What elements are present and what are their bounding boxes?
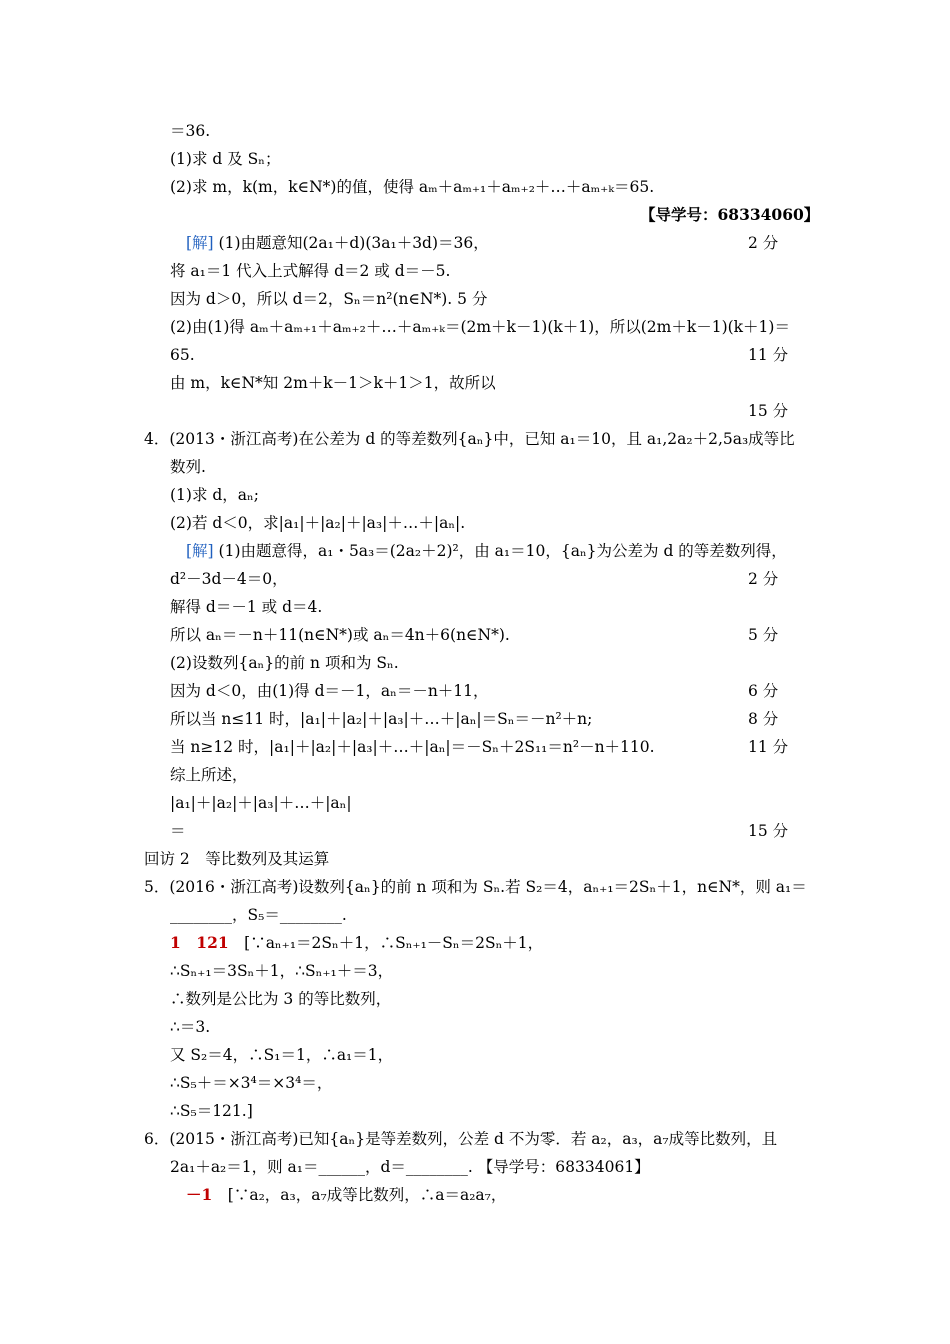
q4-line-3: (2)若 d＜0，求|a₁|＋|a₂|＋|a₃|＋…＋|aₙ|. (170, 514, 466, 532)
q4-solution-line-5: (2)设数列{aₙ}的前 n 项和为 Sₙ. (170, 654, 399, 672)
q5-solution-line-5: 又 S₂＝4，∴S₁＝1，∴a₁＝1， (170, 1046, 394, 1064)
q6-line-0: 6．(2015・浙江高考)已知{aₙ}是等差数列，公差 d 不为零．若 a₂，a₃，a₇成等比数列，且 (144, 1130, 778, 1148)
section-heading: 回访 2 等比数列及其运算 (144, 850, 330, 868)
q6-line-1: 2a₁＋a₂＝1，则 a₁＝______，d＝________. 【导学号：68334061】 (170, 1158, 650, 1176)
q5-solution-text-1: [∵aₙ₊₁＝2Sₙ＋1，∴Sₙ₊₁－Sₙ＝2Sₙ＋1， (228, 934, 544, 952)
q5-solution-line-1 (170, 932, 810, 954)
q3-solution-text-1: (1)由题意知(2a₁＋d)(3a₁＋3d)＝36， (213, 234, 489, 252)
q4-line-1: 数列. (170, 458, 206, 476)
q4-score-3: 6 分 (748, 682, 779, 700)
q5-solution-line-4: ∴＝3. (170, 1018, 211, 1036)
q3-score-2: 11 分 (748, 346, 789, 364)
q3-solution-line-2: 将 a₁＝1 代入上式解得 d＝2 或 d＝－5. (170, 262, 451, 280)
q4-solution-line-6: 因为 d＜0，由(1)得 d＝－1，aₙ＝－n＋11， (170, 682, 489, 700)
q5-solution-line-7: ∴S₅＝121.] (170, 1102, 253, 1120)
q5-line-1: ________，S₅＝________. (170, 906, 347, 924)
q6-solution-text-1: [∵a₂，a₃，a₇成等比数列，∴a＝a₂a₇， (212, 1186, 507, 1204)
q4-solution-line-7: 所以当 n≤11 时，|a₁|＋|a₂|＋|a₃|＋…＋|aₙ|＝Sₙ＝－n²＋n; (170, 710, 593, 728)
q3-solution-line-4: (2)由(1)得 aₘ＋aₘ₊₁＋aₘ₊₂＋…＋aₘ₊ₖ＝(2m＋k－1)(k＋1)，所以(2m＋k－1)(k＋1)＝ (170, 318, 790, 336)
q3-solution-line-3: 因为 d＞0，所以 d＝2，Sₙ＝n²(n∈N*). 5 分 (170, 290, 488, 308)
q4-score-4: 8 分 (748, 710, 779, 728)
q3-line-0: ＝36. (170, 122, 211, 140)
q4-line-2: (1)求 d，aₙ; (170, 486, 259, 504)
q4-score-2: 5 分 (748, 626, 779, 644)
q5-solution-line-2: ∴Sₙ₊₁＝3Sₙ＋1，∴Sₙ₊₁＋＝3， (170, 962, 394, 980)
q4-score-1: 2 分 (748, 570, 779, 588)
q3-guide-number: 【导学号：68334060】 (640, 205, 820, 224)
q5-answer: 1 121 (170, 933, 229, 952)
q4-solution-line-9: 综上所述， (170, 766, 248, 784)
q4-solution-line-4: 所以 aₙ＝－n＋11(n∈N*)或 aₙ＝4n＋6(n∈N*). (170, 626, 510, 644)
q3-line-2: (2)求 m，k(m，k∈N*)的值，使得 aₘ＋aₘ₊₁＋aₘ₊₂＋…＋aₘ₊ₖ＝65. (170, 178, 655, 196)
q4-solution-line-8: 当 n≥12 时，|a₁|＋|a₂|＋|a₃|＋…＋|aₙ|＝－Sₙ＋2S₁₁＝n²－n＋110. (170, 738, 655, 756)
q3-score-1: 2 分 (748, 234, 779, 252)
q3-line-1: (1)求 d 及 Sₙ； (170, 150, 281, 168)
q5-line-0: 5．(2016・浙江高考)设数列{aₙ}的前 n 项和为 Sₙ.若 S₂＝4，aₙ₊₁＝2Sₙ＋1，n∈N*，则 a₁＝ (144, 878, 807, 896)
q6-answer: －1 (186, 1185, 213, 1204)
q3-solution-line-1 (186, 232, 826, 254)
q4-score-5: 11 分 (748, 738, 789, 756)
q4-solution-line-2: d²－3d－4＝0， (170, 570, 288, 588)
q4-solution-line-10: |a₁|＋|a₂|＋|a₃|＋…＋|aₙ| (170, 794, 352, 812)
q4-solution-line-1 (186, 540, 826, 562)
q3-solution-line-5: 65. (170, 346, 195, 364)
q3-solution-line-6: 由 m，k∈N*知 2m＋k－1＞k＋1＞1，故所以 (170, 374, 496, 392)
q5-solution-line-6: ∴S₅＋＝×3⁴＝×3⁴＝， (170, 1074, 333, 1092)
q4-solution-tag: [解] (186, 542, 214, 560)
q5-solution-line-3: ∴数列是公比为 3 的等比数列， (170, 990, 392, 1008)
q4-line-0: 4．(2013・浙江高考)在公差为 d 的等差数列{aₙ}中，已知 a₁＝10，且 a₁,2a₂＋2,5a₃成等比 (144, 430, 795, 448)
q4-solution-line-3: 解得 d＝－1 或 d＝4. (170, 598, 323, 616)
q3-solution-tag: [解] (186, 234, 214, 252)
q4-solution-line-11: ＝ (170, 822, 186, 840)
q4-solution-text-1: (1)由题意得，a₁・5a₃＝(2a₂＋2)²，由 a₁＝10，{aₙ}为公差为 d 的等差数列得， (213, 542, 787, 560)
q6-solution-line-1 (186, 1184, 826, 1206)
q3-score-3: 15 分 (748, 402, 789, 420)
q4-score-6: 15 分 (748, 822, 789, 840)
